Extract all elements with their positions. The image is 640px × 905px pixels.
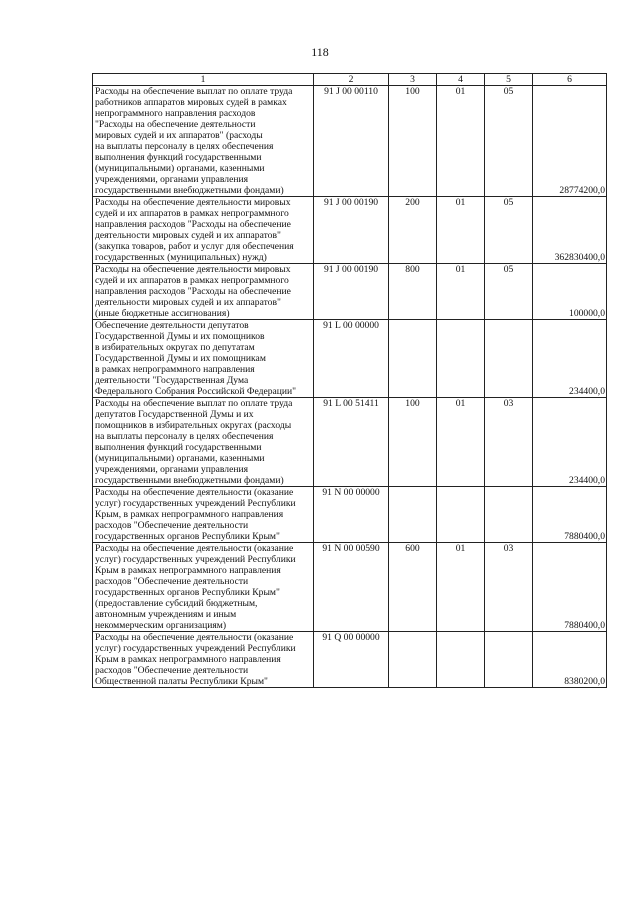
- row-amount: 362830400,0: [533, 197, 607, 264]
- row-amount: 234400,0: [533, 398, 607, 487]
- row-expense-type: [389, 320, 437, 398]
- row-amount: 28774200,0: [533, 86, 607, 197]
- header-col-4: 4: [437, 74, 485, 86]
- table-row: [93, 197, 607, 264]
- table-row: [93, 398, 607, 487]
- row-amount: 100000,0: [533, 264, 607, 320]
- table-row: [93, 264, 607, 320]
- row-description: Расходы на обеспечение деятельности мировых судей и их аппаратов в рамках непрограммного направления расходов "Расходы на обеспечение деятельности мировых судей и их аппаратов" (закупка товаров, работ и услуг для обеспечения государственных (муниципальных) нужд): [93, 197, 314, 264]
- table-row: [93, 487, 607, 543]
- row-section: 01: [437, 264, 485, 320]
- row-subsection: [485, 632, 533, 688]
- row-description: Расходы на обеспечение деятельности (оказание услуг) государственных учреждений Республики Крым, в рамках непрограммного направления расходов "Обеспечение деятельности государственных органов Республики Крым": [93, 487, 314, 543]
- row-description: Обеспечение деятельности депутатов Государственной Думы и их помощников в избирательных округах по депутатам Государственной Думы и их помощникам в рамках непрограммного направления деятельности "Государственная Дума Федерального Собрания Российской Федерации": [93, 320, 314, 398]
- row-section: [437, 632, 485, 688]
- row-subsection: 05: [485, 264, 533, 320]
- header-col-1: 1: [93, 74, 314, 86]
- row-section: [437, 320, 485, 398]
- row-target-code: 91 J 00 00190: [314, 197, 389, 264]
- row-target-code: 91 N 00 00000: [314, 487, 389, 543]
- budget-table: [92, 73, 607, 688]
- table-row: [93, 320, 607, 398]
- row-expense-type: [389, 632, 437, 688]
- row-amount: 7880400,0: [533, 543, 607, 632]
- row-subsection: 05: [485, 197, 533, 264]
- row-expense-type: 800: [389, 264, 437, 320]
- row-target-code: 91 N 00 00590: [314, 543, 389, 632]
- row-expense-type: 200: [389, 197, 437, 264]
- row-description: Расходы на обеспечение выплат по оплате труда депутатов Государственной Думы и их помощников в избирательных округах (расходы на выплаты персоналу в целях обеспечения выполнения функций государственными (муниципальными) органами, казенными учреждениями, органами управления государственными внебюджетными фондами): [93, 398, 314, 487]
- row-description: Расходы на обеспечение деятельности мировых судей и их аппаратов в рамках непрограммного направления расходов "Расходы на обеспечение деятельности мировых судей и их аппаратов" (иные бюджетные ассигнования): [93, 264, 314, 320]
- row-subsection: [485, 487, 533, 543]
- table-row: [93, 86, 607, 197]
- row-amount: 234400,0: [533, 320, 607, 398]
- row-target-code: 91 L 00 00000: [314, 320, 389, 398]
- row-amount: 7880400,0: [533, 487, 607, 543]
- page-number: 118: [311, 45, 329, 59]
- row-section: 01: [437, 543, 485, 632]
- row-target-code: 91 J 00 00110: [314, 86, 389, 197]
- row-section: [437, 487, 485, 543]
- row-amount: 8380200,0: [533, 632, 607, 688]
- header-col-6: 6: [533, 74, 607, 86]
- row-description: Расходы на обеспечение выплат по оплате труда работников аппаратов мировых судей в рамках непрограммного направления расходов "Расходы на обеспечение деятельности мировых судей и их аппаратов" (расходы на выплаты персоналу в целях обеспечения выполнения функций государственными (муниципальными) органами, казенными учреждениями, органами управления государственными внебюджетными фондами): [93, 86, 314, 197]
- row-subsection: 05: [485, 86, 533, 197]
- row-subsection: 03: [485, 543, 533, 632]
- row-expense-type: 100: [389, 398, 437, 487]
- table-row: [93, 543, 607, 632]
- header-col-2: 2: [314, 74, 389, 86]
- header-col-5: 5: [485, 74, 533, 86]
- table-header-row: [93, 74, 607, 86]
- row-description: Расходы на обеспечение деятельности (оказание услуг) государственных учреждений Республики Крым в рамках непрограммного направления расходов "Обеспечение деятельности Общественной палаты Республики Крым": [93, 632, 314, 688]
- row-description: Расходы на обеспечение деятельности (оказание услуг) государственных учреждений Республики Крым в рамках непрограммного направления расходов "Обеспечение деятельности государственных органов Республики Крым" (предоставление субсидий бюджетным, автономным учреждениям и иным некоммерческим организациям): [93, 543, 314, 632]
- row-expense-type: 600: [389, 543, 437, 632]
- row-section: 01: [437, 197, 485, 264]
- row-section: 01: [437, 398, 485, 487]
- row-target-code: 91 L 00 51411: [314, 398, 389, 487]
- row-expense-type: 100: [389, 86, 437, 197]
- header-col-3: 3: [389, 74, 437, 86]
- table-row: [93, 632, 607, 688]
- row-target-code: 91 J 00 00190: [314, 264, 389, 320]
- row-subsection: 03: [485, 398, 533, 487]
- row-section: 01: [437, 86, 485, 197]
- row-target-code: 91 Q 00 00000: [314, 632, 389, 688]
- row-expense-type: [389, 487, 437, 543]
- row-subsection: [485, 320, 533, 398]
